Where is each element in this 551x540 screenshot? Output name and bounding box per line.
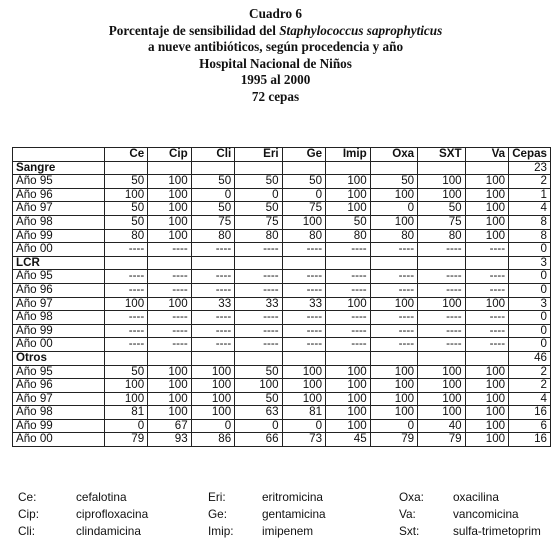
table-cell: 0 [191,188,235,202]
table-cell: 100 [370,392,417,406]
table-cell: ---- [465,311,509,325]
table-cell: ---- [104,270,148,284]
table-row [13,324,551,338]
row-label: Año 95 [13,270,105,284]
row-label: Año 96 [13,188,105,202]
table-cell: 40 [418,419,465,433]
table-cell: ---- [235,311,282,325]
table-cell: ---- [148,270,192,284]
table-cell: 100 [148,188,192,202]
legend-antibiotic-name: imipenem [262,524,314,538]
legend-antibiotic-name: cefalotina [76,490,127,504]
table-cell: 100 [104,297,148,311]
table-cell: 100 [282,379,326,393]
caption-line-3: a nueve antibióticos, según procedencia y año [147,39,404,55]
table-cell [370,351,417,365]
table-cell: ---- [148,283,192,297]
row-label: Año 96 [13,283,105,297]
legend-abbreviation: Eri: [208,490,226,504]
table-cell: 80 [104,229,148,243]
table-cell [370,256,417,270]
table-cell: ---- [104,324,148,338]
column-header: SXT [418,148,465,162]
table-row [13,188,551,202]
table-cell [418,351,465,365]
table-cell: 100 [465,175,509,189]
table-cell: ---- [104,283,148,297]
table-cell: 100 [104,379,148,393]
table-cell [191,351,235,365]
table-row [13,229,551,243]
table-cell: 0 [282,188,326,202]
table-cell: 75 [282,202,326,216]
caption-number: Cuadro 6 [249,6,302,21]
table-cell: 80 [191,229,235,243]
table-cell: 100 [326,419,371,433]
table-row [13,392,551,406]
group-label: Otros [13,351,105,365]
table-cell: 50 [104,215,148,229]
table-cell: 50 [418,202,465,216]
row-label: Año 95 [13,365,105,379]
legend-antibiotic-name: sulfa-trimetoprim [453,524,541,538]
table-cell [235,256,282,270]
table-cell: 0 [282,419,326,433]
table-cell: 100 [104,392,148,406]
table-cell: ---- [282,324,326,338]
table-cell: ---- [326,283,371,297]
table-cell: 50 [104,202,148,216]
table-cell: 0 [509,270,551,284]
table-cell: 0 [509,243,551,257]
table-cell: 45 [326,433,371,447]
table-cell: 8 [509,229,551,243]
table-cell: 100 [370,406,417,420]
table-cell: 63 [235,406,282,420]
legend-abbreviation: Cip: [18,507,39,521]
table-header-row [13,148,551,162]
table-cell: ---- [235,338,282,352]
table-cell: 100 [465,406,509,420]
table-cell: ---- [191,324,235,338]
table-cell: ---- [465,243,509,257]
table-cell: 100 [148,202,192,216]
caption-years: 1995 al 2000 [240,72,311,88]
table-cell: 100 [326,392,371,406]
table-cell: ---- [418,283,465,297]
table-cell: ---- [148,311,192,325]
table-cell: 0 [370,419,417,433]
legend-antibiotic-name: eritromicina [262,490,323,504]
sensitivity-table [12,147,551,447]
table-cell: 79 [370,433,417,447]
table-cell [418,256,465,270]
table-cell: 100 [370,379,417,393]
table-cell: 100 [282,365,326,379]
table-row [13,433,551,447]
table-cell: 16 [509,406,551,420]
caption-text: Porcentaje de sensibilidad del [108,22,280,38]
row-label: Año 97 [13,392,105,406]
group-label: Sangre [13,161,105,175]
table-cell [370,161,417,175]
legend-antibiotic-name: ciprofloxacina [76,507,149,521]
table-cell [326,351,371,365]
table-cell: 100 [418,392,465,406]
table-row [13,270,551,284]
table-cell: 81 [282,406,326,420]
table-cell [235,351,282,365]
table-cell: 100 [191,406,235,420]
table-cell: ---- [418,243,465,257]
table-cell: 80 [235,229,282,243]
table-cell: ---- [148,324,192,338]
legend-antibiotic-name: oxacilina [453,490,499,504]
column-header: Cip [148,148,192,162]
legend-antibiotic-name: clindamicina [76,524,141,538]
table-cell: 0 [370,202,417,216]
column-header: Imip [326,148,371,162]
table-cell: 80 [418,229,465,243]
legend-abbreviation: Ce: [18,490,37,504]
table-cell: 100 [418,297,465,311]
table-cell: ---- [370,338,417,352]
group-row [13,351,551,365]
table-cell: 100 [282,215,326,229]
row-label: Año 95 [13,175,105,189]
table-cell: 2 [509,365,551,379]
table-row [13,338,551,352]
table-cell: 100 [148,175,192,189]
group-label: LCR [13,256,105,270]
row-label: Año 00 [13,433,105,447]
table-cell: 50 [235,365,282,379]
table-cell: 3 [509,256,551,270]
table-cell: 2 [509,175,551,189]
table-cell: ---- [191,311,235,325]
table-cell: 4 [509,392,551,406]
table-cell: 100 [148,365,192,379]
table-cell: ---- [326,243,371,257]
table-cell: 3 [509,297,551,311]
table-cell: 50 [370,175,417,189]
group-row [13,161,551,175]
column-header: Ce [104,148,148,162]
table-cell: 50 [326,215,371,229]
table-cell [148,161,192,175]
table-cell: 100 [148,297,192,311]
table-cell: ---- [235,270,282,284]
table-cell: 100 [465,433,509,447]
table-cell: 100 [326,379,371,393]
row-label: Año 99 [13,229,105,243]
table-cell: 75 [191,215,235,229]
table-row [13,297,551,311]
row-label: Año 97 [13,297,105,311]
table-cell: 73 [282,433,326,447]
table-cell [326,161,371,175]
table-cell [282,351,326,365]
legend-abbreviation: Sxt: [399,524,420,538]
table-cell: ---- [104,311,148,325]
table-cell: ---- [282,311,326,325]
table-cell: 100 [418,188,465,202]
table-cell: 100 [326,175,371,189]
table-cell: 80 [282,229,326,243]
table-cell: 4 [509,202,551,216]
table-cell [104,351,148,365]
table-cell: 100 [148,215,192,229]
table-cell: 75 [418,215,465,229]
legend-abbreviation: Va: [399,507,416,521]
table-cell: ---- [370,324,417,338]
table-cell: ---- [282,338,326,352]
table-cell: 86 [191,433,235,447]
row-label: Año 96 [13,379,105,393]
table-cell: 100 [326,188,371,202]
table-cell: 100 [465,229,509,243]
table-cell: 2 [509,379,551,393]
table-cell: 50 [104,365,148,379]
group-row [13,256,551,270]
table-cell: ---- [282,270,326,284]
table-cell [326,256,371,270]
row-label: Año 98 [13,406,105,420]
table-cell: ---- [326,324,371,338]
table-cell: 50 [104,175,148,189]
table-cell: ---- [326,338,371,352]
table-cell: 79 [418,433,465,447]
column-header: Va [465,148,509,162]
table-cell [282,256,326,270]
table-cell: ---- [191,243,235,257]
table-cell: 67 [148,419,192,433]
table-cell: 0 [104,419,148,433]
table-cell: 100 [148,392,192,406]
caption-strain-count: 72 cepas [251,88,300,104]
table-cell: 0 [191,419,235,433]
table-cell [418,161,465,175]
table-row [13,283,551,297]
table-cell [191,161,235,175]
table-cell: ---- [326,270,371,284]
table-row [13,202,551,216]
table-cell: 100 [465,202,509,216]
table-cell: ---- [465,270,509,284]
table-cell: 100 [191,392,235,406]
legend-abbreviation: Oxa: [399,490,424,504]
table-cell: ---- [282,243,326,257]
column-header: Cli [191,148,235,162]
table-cell: 93 [148,433,192,447]
table-cell: 100 [465,365,509,379]
table-cell: 0 [235,188,282,202]
table-cell: ---- [282,283,326,297]
table-cell: 100 [282,392,326,406]
table-cell: ---- [370,270,417,284]
table-cell: 100 [465,392,509,406]
table-cell: 100 [465,188,509,202]
table-cell [148,256,192,270]
table-cell: 100 [326,297,371,311]
table-cell: 8 [509,215,551,229]
table-row [13,175,551,189]
column-header: Oxa [370,148,417,162]
table-cell: ---- [191,270,235,284]
table-cell: ---- [104,338,148,352]
table-cell: 75 [235,215,282,229]
legend-abbreviation: Ge: [208,507,228,521]
legend-abbreviation: Imip: [208,524,234,538]
table-cell: ---- [370,243,417,257]
table-cell: 100 [370,365,417,379]
table-cell: 0 [509,283,551,297]
table-row [13,243,551,257]
table-cell: 50 [235,392,282,406]
table-cell: 100 [191,379,235,393]
table-cell [282,161,326,175]
table-cell: 100 [370,215,417,229]
table-cell: 100 [418,406,465,420]
header-corner [13,148,105,162]
table-cell: ---- [148,243,192,257]
table-cell: 16 [509,433,551,447]
table-cell: ---- [370,311,417,325]
table-cell: 100 [418,379,465,393]
column-header: Ge [282,148,326,162]
table-cell: 100 [148,406,192,420]
table-row [13,419,551,433]
table-caption [0,6,551,106]
table-cell [465,161,509,175]
table-cell: 100 [418,365,465,379]
table-cell: 50 [235,175,282,189]
table-cell: 33 [191,297,235,311]
table-row [13,215,551,229]
table-cell: ---- [104,243,148,257]
table-cell: 0 [235,419,282,433]
table-row [13,365,551,379]
table-cell: 23 [509,161,551,175]
table-cell: 50 [282,175,326,189]
table-cell: ---- [235,283,282,297]
table-cell: 100 [465,379,509,393]
table-cell: ---- [418,338,465,352]
table-cell: 80 [370,229,417,243]
table-cell: 6 [509,419,551,433]
table-cell: 100 [148,379,192,393]
table-cell: ---- [191,283,235,297]
table-cell: 0 [509,324,551,338]
table-cell: 100 [326,202,371,216]
legend-abbreviation: Cli: [18,524,36,538]
table-cell [465,351,509,365]
table-cell: ---- [148,338,192,352]
row-label: Año 99 [13,324,105,338]
row-label: Año 98 [13,215,105,229]
table-cell: 100 [370,188,417,202]
organism-name: Staphylococcus saprophyticus [279,22,443,38]
table-cell: 100 [235,379,282,393]
table-cell: ---- [465,283,509,297]
table-cell: ---- [418,311,465,325]
table-cell: 100 [370,297,417,311]
column-header: Eri [235,148,282,162]
legend-antibiotic-name: gentamicina [262,507,326,521]
table-cell: ---- [465,324,509,338]
legend-antibiotic-name: vancomicina [453,507,519,521]
table-cell: ---- [418,270,465,284]
table-cell: 100 [104,188,148,202]
table-cell: 100 [465,215,509,229]
table-cell: 1 [509,188,551,202]
table-cell: 0 [509,311,551,325]
table-cell: ---- [465,338,509,352]
table-cell: 100 [326,365,371,379]
row-label: Año 98 [13,311,105,325]
table-cell: 0 [509,338,551,352]
table-cell: 80 [326,229,371,243]
caption-line-2 [0,23,551,40]
table-cell [235,161,282,175]
table-row [13,406,551,420]
caption-hospital: Hospital Nacional de Niños [199,55,352,71]
table-cell: ---- [191,338,235,352]
table-cell: 100 [465,297,509,311]
table-cell: 66 [235,433,282,447]
row-label: Año 99 [13,419,105,433]
row-label: Año 00 [13,338,105,352]
table-row [13,311,551,325]
table-cell: 46 [509,351,551,365]
table-cell [104,256,148,270]
table-cell: 100 [148,229,192,243]
table-cell: 50 [235,202,282,216]
table-cell [148,351,192,365]
row-label: Año 97 [13,202,105,216]
table-cell: 33 [235,297,282,311]
row-label: Año 00 [13,243,105,257]
table-cell: ---- [235,324,282,338]
column-header: Cepas [509,148,551,162]
table-cell: 100 [326,406,371,420]
table-cell: ---- [370,283,417,297]
table-cell [104,161,148,175]
table-cell: 50 [191,202,235,216]
table-cell: 100 [418,175,465,189]
table-cell: 81 [104,406,148,420]
table-cell [191,256,235,270]
table-cell: 33 [282,297,326,311]
table-cell: ---- [418,324,465,338]
table-cell: 100 [465,419,509,433]
table-cell: ---- [235,243,282,257]
table-cell: 79 [104,433,148,447]
table-cell: 50 [191,175,235,189]
table-row [13,379,551,393]
table-cell: ---- [326,311,371,325]
table-cell [465,256,509,270]
table-cell: 100 [191,365,235,379]
